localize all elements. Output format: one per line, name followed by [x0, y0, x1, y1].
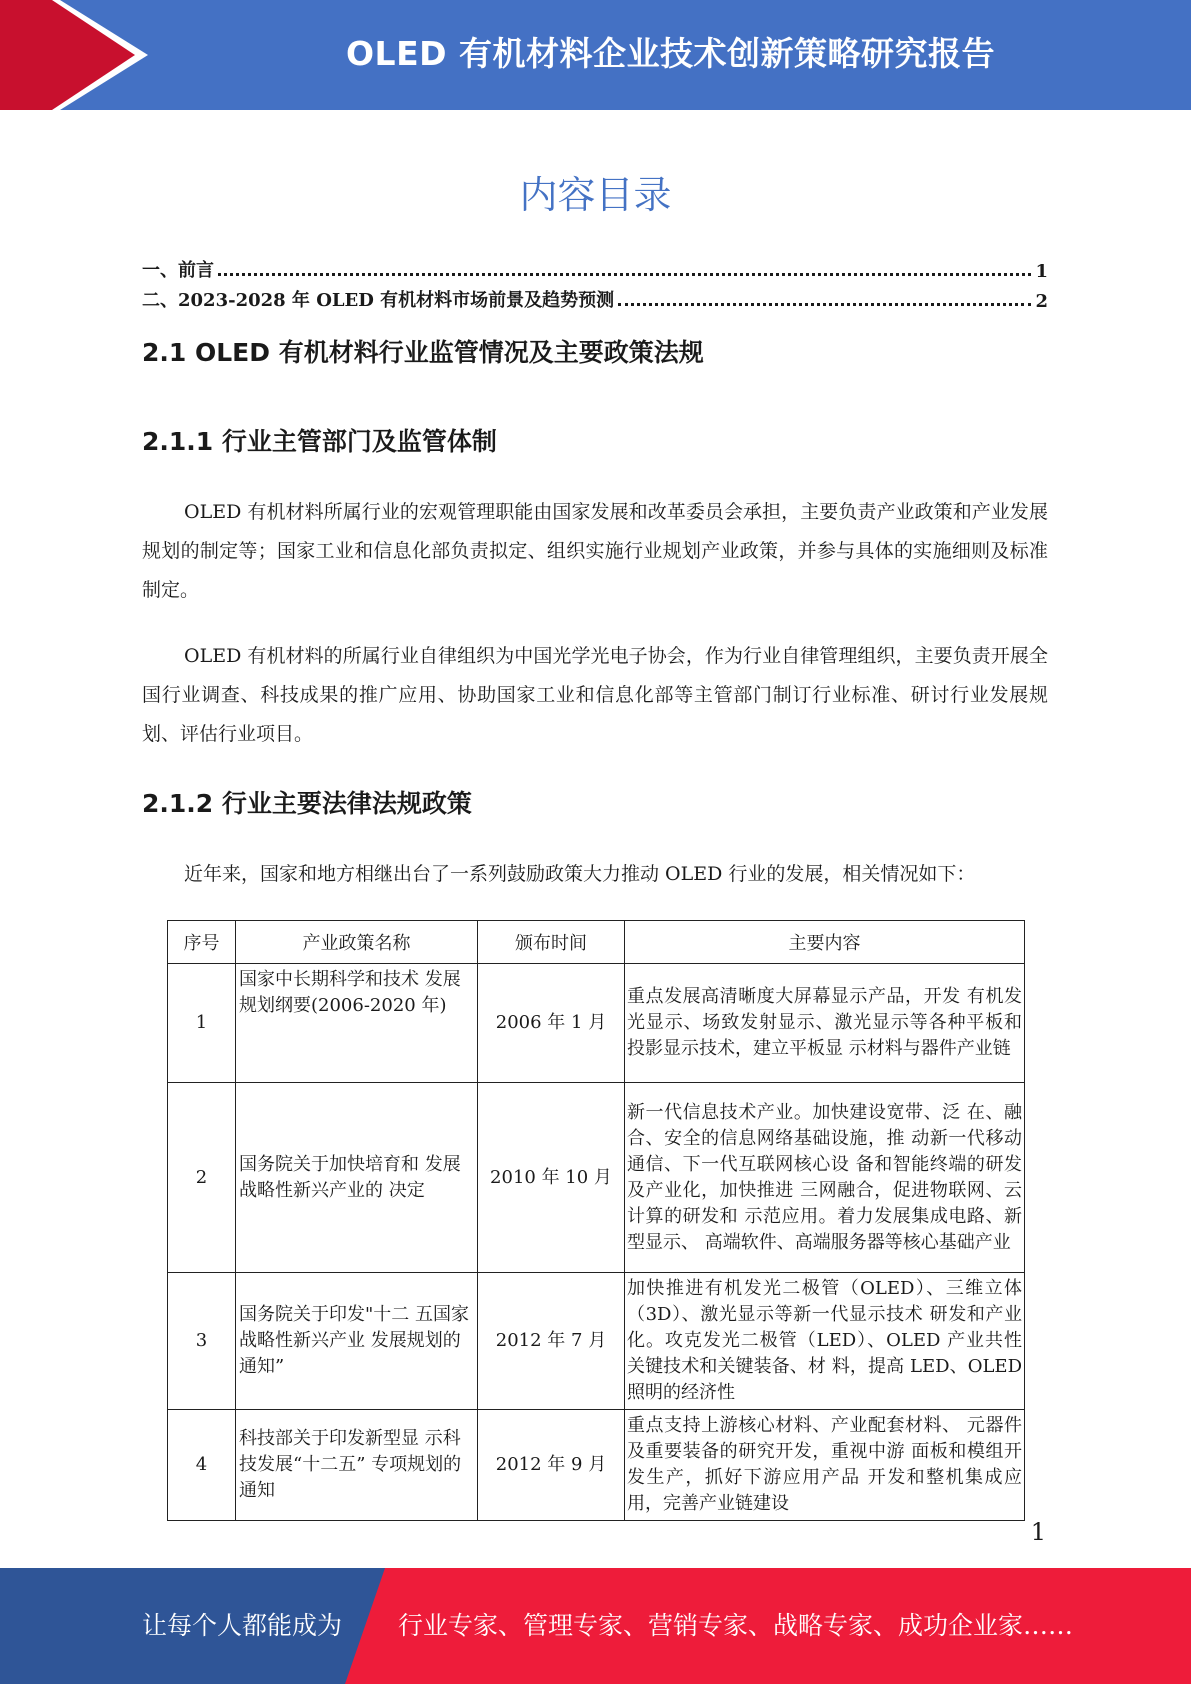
section-heading-2-1-1: 2.1.1 行业主管部门及监管体制 [142, 427, 497, 456]
toc-entry-label: 二、2023-2028 年 OLED 有机材料市场前景及趋势预测 [142, 290, 615, 311]
footer-slogan-left: 让每个人都能成为 [142, 1611, 343, 1640]
footer-banner [0, 1568, 1191, 1684]
cell-policy-name: 国务院关于加快培育和 发展战略性新兴产业的 决定 [236, 1083, 478, 1273]
body-paragraph: OLED 有机材料所属行业的宏观管理职能由国家发展和改革委员会承担，主要负责产业政策和产业发展规划的制定等；国家工业和信息化部负责拟定、组织实施行业规划产业政策，并参与具体的实施细则及标准制定。 [142, 501, 1048, 601]
cell-date: 2010 年 10 月 [478, 1083, 625, 1273]
cell-no: 4 [168, 1410, 236, 1521]
cell-policy-name: 科技部关于印发新型显 示科技发展“十二五” 专项规划的通知 [236, 1410, 478, 1521]
cell-content: 重点发展高清晰度大屏幕显示产品，开发 有机发光显示、场致发射显示、激光显示等各种平板和投影显示技术，建立平板显 示材料与器件产业链 [625, 964, 1025, 1083]
column-header-content: 主要内容 [625, 921, 1025, 964]
toc-title: 内容目录 [519, 173, 672, 217]
cell-date: 2012 年 7 月 [478, 1273, 625, 1410]
toc-entry[interactable] [142, 284, 1048, 312]
column-header-no: 序号 [168, 921, 236, 964]
report-title: OLED 有机材料企业技术创新策略研究报告 [345, 34, 995, 73]
footer-slogan-right: 行业专家、管理专家、营销专家、战略专家、成功企业家…… [398, 1611, 1074, 1640]
cell-no: 3 [168, 1273, 236, 1410]
toc-leader-dots [618, 303, 1031, 306]
toc-entry-label: 一、前言 [142, 260, 214, 281]
section-heading-2-1: 2.1 OLED 有机材料行业监管情况及主要政策法规 [142, 338, 704, 367]
cell-no: 1 [168, 964, 236, 1083]
policy-table [167, 920, 1025, 1521]
column-header-name: 产业政策名称 [236, 921, 478, 964]
body-paragraph: 近年来，国家和地方相继出台了一系列鼓励政策大力推动 OLED 行业的发展，相关情况如下： [184, 863, 976, 885]
cell-content: 重点支持上游核心材料、产业配套材料、 元器件及重要装备的研究开发，重视中游 面板和模组开发生产，抓好下游应用产品 开发和整机集成应用，完善产业链建设 [625, 1410, 1025, 1521]
toc-entry-page: 1 [1035, 261, 1048, 282]
body-paragraph: OLED 有机材料的所属行业自律组织为中国光学光电子协会，作为行业自律管理组织，主要负责开展全国行业调查、科技成果的推广应用、协助国家工业和信息化部等主管部门制订行业标准、研讨行业发展规划、评估行业项目。 [142, 645, 1048, 745]
toc-entry-page: 2 [1035, 291, 1048, 312]
cell-content: 新一代信息技术产业。加快建设宽带、泛 在、融合、安全的信息网络基础设施，推 动新一代移动通信、下一代互联网核心设 备和智能终端的研发及产业化，加快推进 三网融合，促进物联网、云计算的研发和 示范应用。着力发展集成电路、新型显示、 高端软件、高端服务器等核心基础产业 [625, 1083, 1025, 1273]
table-row [168, 964, 1025, 1083]
cell-policy-name: 国务院关于印发"十二 五国家战略性新兴产业 发展规划的通知” [236, 1273, 478, 1410]
header-banner [0, 0, 1191, 110]
cell-no: 2 [168, 1083, 236, 1273]
cell-content: 加快推进有机发光二极管（OLED）、三维立体（3D）、激光显示等新一代显示技术 研发和产业化。攻克发光二极管（LED）、OLED 产业共性关键技术和关键装备、材 料，提高 LED、OLED 照明的经济性 [625, 1273, 1025, 1410]
column-header-date: 颁布时间 [478, 921, 625, 964]
cell-date: 2006 年 1 月 [478, 964, 625, 1083]
toc-leader-dots [218, 273, 1031, 276]
page-number: 1 [1030, 1518, 1046, 1546]
cell-date: 2012 年 9 月 [478, 1410, 625, 1521]
table-row [168, 1273, 1025, 1410]
chevron-arrow-icon [0, 0, 160, 110]
toc-entry[interactable] [142, 254, 1048, 282]
table-header-row [168, 921, 1025, 964]
cell-policy-name: 国家中长期科学和技术 发展规划纲要(2006-2020 年) [236, 964, 478, 1083]
section-heading-2-1-2: 2.1.2 行业主要法律法规政策 [142, 789, 472, 818]
table-row [168, 1083, 1025, 1273]
table-row [168, 1410, 1025, 1521]
